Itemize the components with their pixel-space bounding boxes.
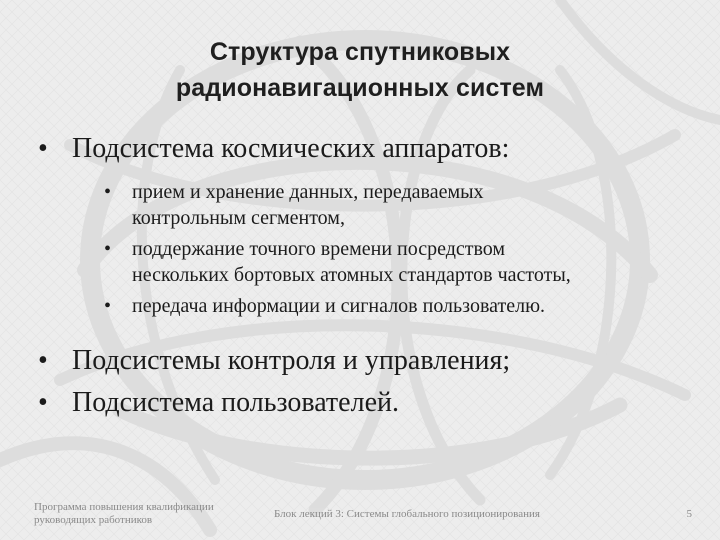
subbullet-symbol: • <box>104 181 112 203</box>
subbullet-text-line: прием и хранение данных, передаваемых <box>132 181 484 203</box>
bullet-text: Подсистема космических аппаратов: <box>72 133 510 164</box>
subbullet-symbol: • <box>104 238 112 260</box>
bullet-symbol: • <box>38 345 48 376</box>
bullet-text: Подсистема пользователей. <box>72 387 399 418</box>
subbullet-text-line: передача информации и сигналов пользователю. <box>132 295 546 317</box>
bullet-text: Подсистемы контроля и управления; <box>72 345 511 376</box>
footer-program-line-1: Программа повышения квалификации <box>34 501 214 513</box>
footer-program <box>34 501 254 527</box>
subbullet-text-line: контрольным сегментом, <box>132 207 345 229</box>
slide-title-line-1: Структура спутниковых <box>209 38 511 66</box>
footer-program-line-2: руководящих работников <box>34 514 153 526</box>
subbullet-text-line: поддержание точного времени посредством <box>132 238 506 260</box>
bullet-symbol: • <box>38 133 48 164</box>
subbullet-symbol: • <box>104 295 112 317</box>
slide-title-line-2: радионавигационных систем <box>175 74 545 102</box>
page-number: 5 <box>686 508 692 520</box>
subbullet-text-line: нескольких бортовых атомных стандартов частоты, <box>132 264 571 286</box>
footer-lecture-block: Блок лекций 3: Системы глобального позиционирования <box>274 508 540 520</box>
bullet-symbol: • <box>38 387 48 418</box>
